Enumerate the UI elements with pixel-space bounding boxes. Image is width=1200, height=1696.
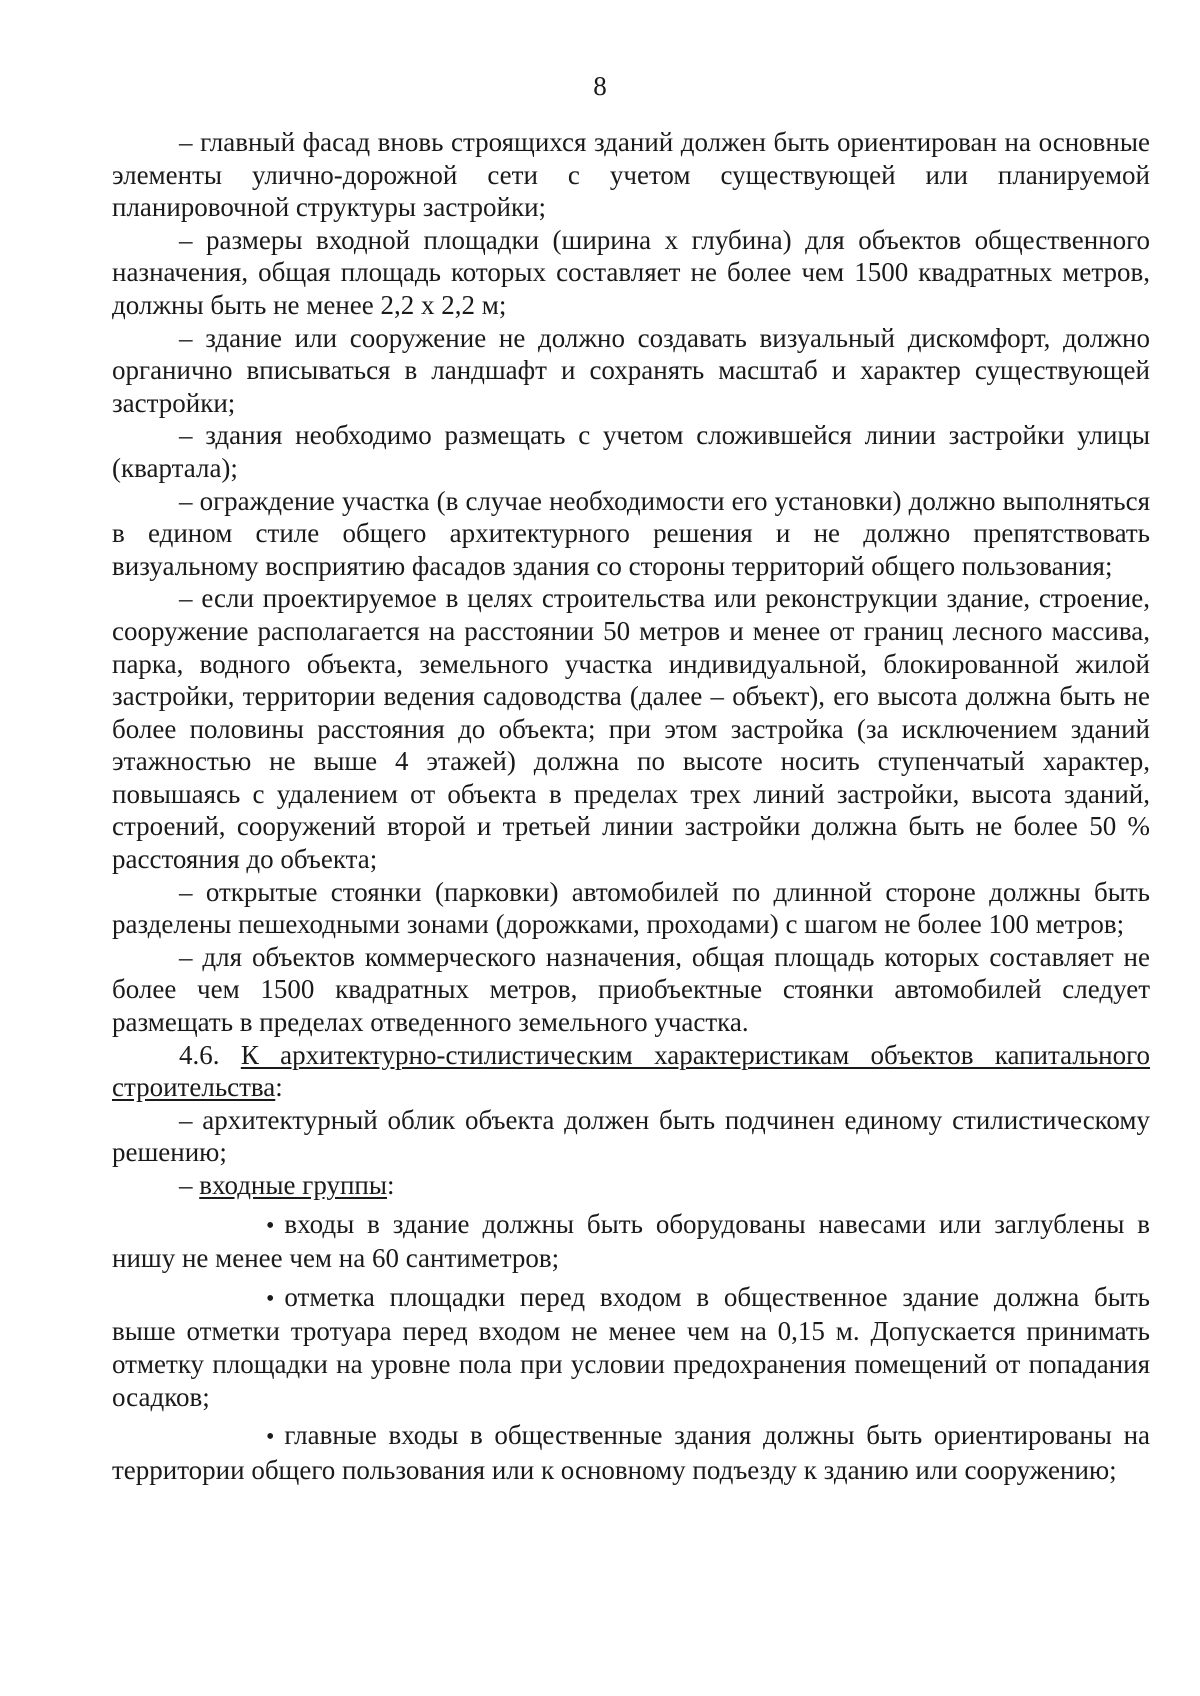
- bullet-item-canopies: [112, 1208, 1150, 1275]
- paragraph-commercial-parking: – для объектов коммерческого назначения, общая площадь которых составляет не более чем 1500 квадратных метров, приобъектные стоянки автомобилей следует размещать в пределах отведенного земельного участка.: [112, 941, 1150, 1038]
- paragraph-fencing: – ограждение участка (в случае необходимости его установки) должно выполняться в едином стиле общего архитектурного решения и не должно препятствовать визуальному восприятию фасадов здания со стороны территорий общего пользования;: [112, 485, 1150, 581]
- section-number: 4.6.: [179, 1039, 220, 1070]
- bullet-icon: •: [266, 1285, 275, 1312]
- bullet-text-platform-level: отметка площадки перед входом в общественное здание должна быть выше отметки тротуара перед входом не менее чем на 0,15 м. Допускается принимать отметку площадки на уровне пола при условии предохранения помещений от попадания осадков;: [112, 1281, 1150, 1412]
- bullet-icon: •: [266, 1424, 275, 1451]
- bullet-item-platform-level: [112, 1281, 1150, 1413]
- entrance-groups-dash: –: [179, 1170, 193, 1200]
- bullet-text-canopies: входы в здание должны быть оборудованы навесами или заглублены в нишу не менее чем на 60 сантиметров;: [112, 1208, 1150, 1274]
- paragraph-main-facade: – главный фасад вновь строящихся зданий должен быть ориентирован на основные элементы улично-дорожной сети с учетом существующей или планируемой планировочной структуры застройки;: [112, 127, 1150, 223]
- paragraph-building-height: – если проектируемое в целях строительства или реконструкции здание, строение, сооружение располагается на расстоянии 50 метров и менее от границ лесного массива, парка, водного объекта, земельного участка индивидуальной, блокированной жилой застройки, территории ведения садоводства (далее – объект), его высота должна быть не более половины расстояния до объекта; при этом застройка (за исключением зданий этажностью не выше 4 этажей) должна по высоте носить ступенчатый характер, повышаясь с удалением от объекта в пределах трех линий застройки, высота зданий, строений, сооружений второй и третьей линии застройки должна быть не более 50 % расстояния до объекта;: [112, 583, 1150, 875]
- document-body: [112, 126, 1150, 1486]
- bullet-icon: •: [266, 1212, 275, 1239]
- entrance-groups-colon: :: [387, 1170, 395, 1200]
- page-number: 8: [593, 71, 607, 101]
- paragraph-visual-comfort: – здание или сооружение не должно создавать визуальный дискомфорт, должно органично вписываться в ландшафт и сохранять масштаб и характер существующей застройки;: [112, 322, 1150, 418]
- section-heading-4-6: [112, 1039, 1150, 1104]
- paragraph-architectural-appearance: – архитектурный облик объекта должен быть подчинен единому стилистическому решению;: [112, 1104, 1150, 1168]
- paragraph-parking-zones: – открытые стоянки (парковки) автомобилей по длинной стороне должны быть разделены пешеходными зонами (дорожками, проходами) с шагом не более 100 метров;: [112, 876, 1150, 940]
- paragraph-entrance-platform-size: – размеры входной площадки (ширина х глубина) для объектов общественного назначения, общая площадь которых составляет не более чем 1500 квадратных метров, должны быть не менее 2,2 х 2,2 м;: [112, 224, 1150, 320]
- section-title: К архитектурно-стилистическим характеристикам объектов капитального строительства: [112, 1039, 1150, 1103]
- entrance-groups-label: входные группы: [199, 1170, 388, 1200]
- bullet-text-main-entrances: главные входы в общественные здания должны быть ориентированы на территории общего пользования или к основному подъезду к зданию или сооружению;: [112, 1420, 1150, 1485]
- paragraph-entrance-groups: [112, 1169, 1150, 1202]
- paragraph-building-line: – здания необходимо размещать с учетом сложившейся линии застройки улицы (квартала);: [112, 420, 1150, 483]
- section-colon: :: [275, 1072, 283, 1103]
- bullet-item-main-entrances: [112, 1419, 1150, 1486]
